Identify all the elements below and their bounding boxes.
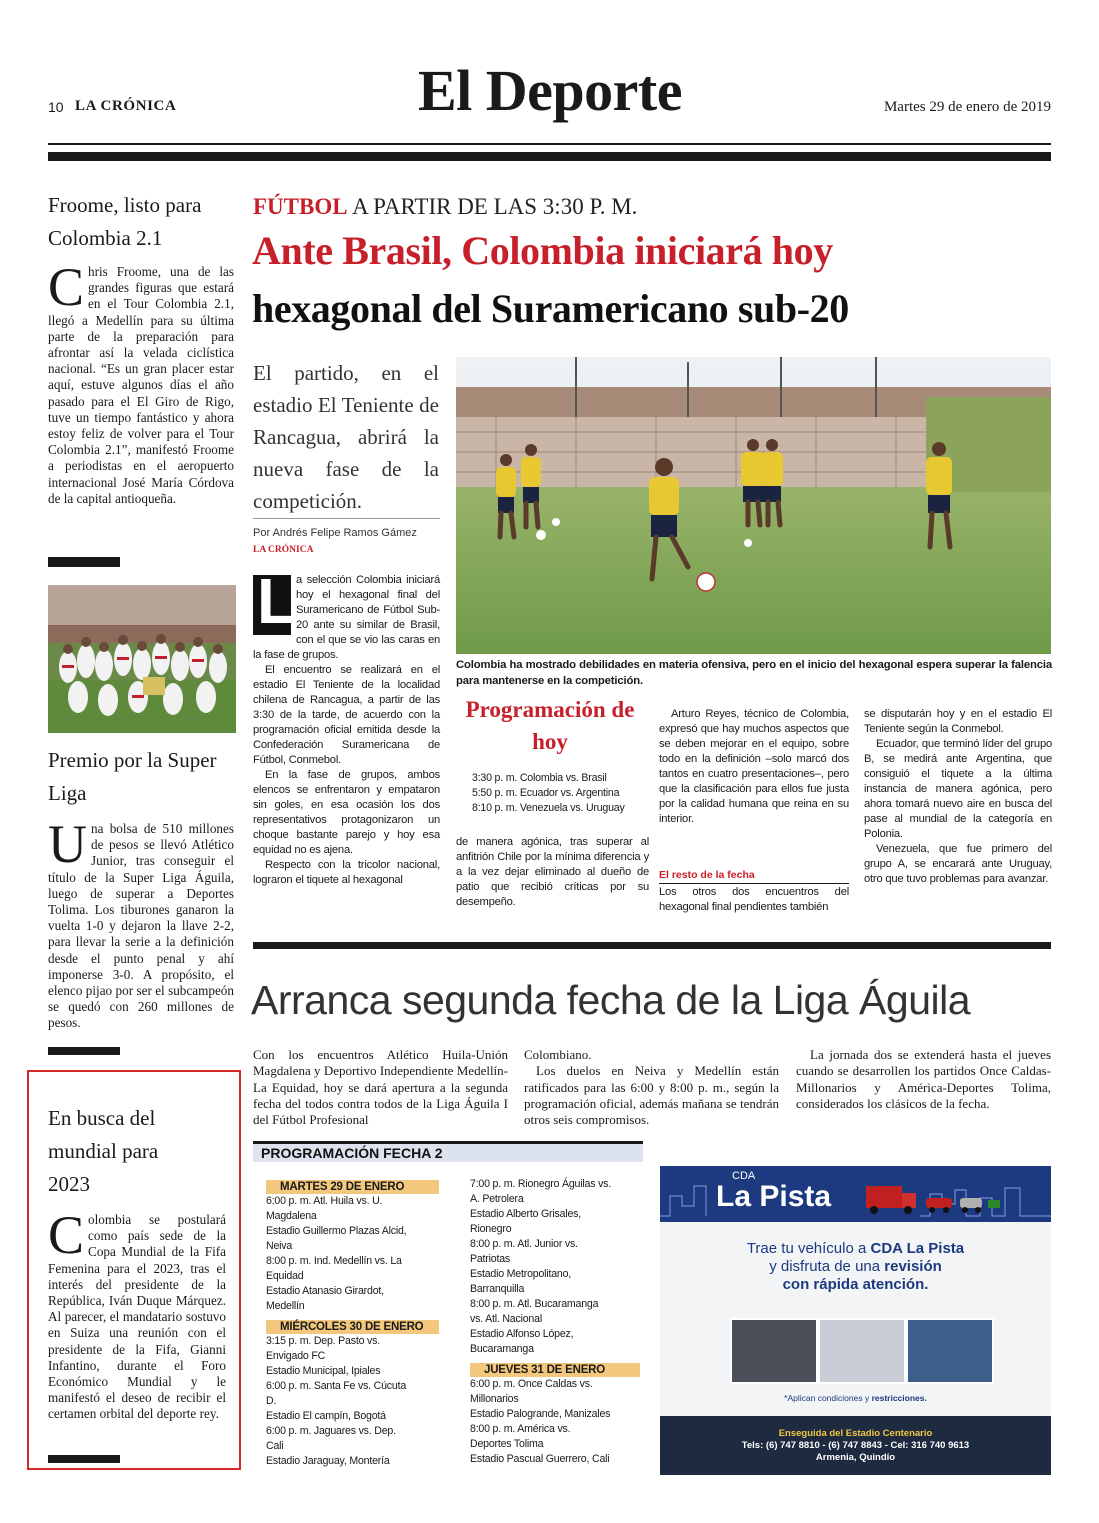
match-line: Magdalena: [266, 1210, 317, 1222]
kicker-label: FÚTBOL: [253, 194, 348, 219]
fecha-col-left: [266, 1175, 441, 1469]
match-line: 6:00 p. m. Santa Fe vs. Cúcuta: [266, 1380, 407, 1392]
headline-red: Ante Brasil, Colombia iniciará hoy: [252, 228, 833, 273]
match-line: Millonarios: [470, 1393, 519, 1405]
training-photo: [456, 357, 1051, 654]
match-line: Medellín: [266, 1300, 305, 1312]
ad-footer-line1: Enseguida del Estadio Centenario: [778, 1428, 933, 1439]
liga-headline: Arranca segunda fecha de la Liga Águila: [251, 977, 971, 1023]
froome-article: [48, 257, 234, 507]
byline: Por Andrés Felipe Ramos Gámez: [253, 527, 417, 539]
match-line: 8:00 p. m. Atl. Junior vs.: [470, 1238, 578, 1250]
mundial-dropcap: C: [48, 1205, 85, 1265]
match-line: Rionegro: [470, 1223, 512, 1235]
photo-caption: Colombia ha mostrado debilidades en materia ofensiva, pero en el inicio del hexagonal espera superar la falencia para mantenerse en la competición.: [456, 659, 1052, 687]
match-line: Barranquilla: [470, 1283, 525, 1295]
day-list: [470, 1177, 645, 1357]
main-p3: En la fase de grupos, ambos elencos se enfrentaron y empataron sin goles, en esa ocasión los dos representativos protagonizaron un choque bastante parejo y hoy esa equidad no es ajena.: [253, 769, 440, 856]
match-line: 8:00 p. m. América vs.: [470, 1423, 571, 1435]
team-celebration-photo: [48, 585, 236, 733]
day-label: MARTES 29 DE ENERO: [266, 1180, 439, 1194]
ad-photo-2: [818, 1318, 906, 1384]
header-rule-thick: [48, 152, 1051, 161]
match-line: 6:00 p. m. Once Caldas vs.: [470, 1378, 593, 1390]
header-rule-thin: [48, 143, 1051, 145]
main-col4-p2: Ecuador, que terminó líder del grupo B, se medirá ante Argentina, que consiguió el tiquete a la última instancia de manera agónica, pero ahora tomará nuevo aire en busca del pase al mundial de la categoría en Polonia.: [864, 738, 1052, 840]
liga-col1: Con los encuentros Atlético Huila-Unión Magdalena y Deportivo Independiente Medellín-La Equidad, hoy se dará apertura a la segunda fecha del todos contra todos de la Liga Águila I del Fútbol Profesional: [253, 1047, 508, 1128]
match-line: Neiva: [266, 1240, 293, 1252]
headline-black: hexagonal del Suramericano sub-20: [252, 286, 849, 331]
ad-line1: Trae tu vehículo a CDA La Pista: [746, 1240, 965, 1257]
byline-source: LA CRÓNICA: [253, 545, 314, 555]
col3-subhead: El resto de la fecha: [659, 869, 755, 881]
day-list: [266, 1194, 441, 1314]
deck-rule: [253, 518, 440, 519]
schedule-item: 8:10 p. m. Venezuela vs. Uruguay: [472, 802, 625, 814]
liga-col3: La jornada dos se extenderá hasta el jueves cuando se desarrollen los partidos Once Caldas-Millonarios y América-Deportes Tolima, considerados los clásicos de la fecha.: [796, 1047, 1051, 1111]
match-line: vs. Atl. Nacional: [470, 1313, 542, 1325]
issue-date: Martes 29 de enero de 2019: [883, 99, 1051, 115]
programacion-header: [253, 1141, 643, 1162]
subhead-rule: [659, 883, 849, 884]
section-rule: [253, 942, 1051, 949]
match-line: 8:00 p. m. Ind. Medellín vs. La: [266, 1255, 402, 1267]
publication-name: LA CRÓNICA: [75, 98, 177, 114]
mundial-title: En busca del mundial para 2023: [48, 1106, 159, 1196]
match-line: Estadio Palogrande, Manizales: [470, 1408, 611, 1420]
ad-footer: [660, 1416, 1051, 1475]
froome-dropcap: C: [48, 257, 85, 317]
schedule-item: 3:30 p. m. Colombia vs. Brasil: [472, 772, 607, 784]
main-col4-p1: se disputarán hoy y en el estadio El Teniente según la Conmebol.: [864, 708, 1052, 735]
match-line: Estadio Metropolitano,: [470, 1268, 572, 1280]
premio-dropcap: U: [48, 814, 87, 874]
match-line: Cali: [266, 1440, 284, 1452]
match-line: 7:00 p. m. Rionegro Águilas vs.: [470, 1178, 612, 1190]
premio-article: [48, 814, 234, 1032]
froome-body: hris Froome, una de las grandes figuras que estará en el Tour Colombia 2.1, llegó a Medellín para su última parte de la preparación para afrontar así la velada ciclística nacional. “Es un gran placer estar aquí, estuve algunos días el año pasado para el El Giro de Rigo, tuve un tiempo fantástico y ahora estoy feliz de volver para el Tour Colombia 2.1”, manifestó Froome a periodistas en el aeropuerto internacional José María Córdova de la capital antioqueña.: [48, 264, 234, 506]
day-label: JUEVES 31 DE ENERO: [470, 1363, 640, 1377]
match-line: Estadio Atanasio Girardot,: [266, 1285, 384, 1297]
ad-footer-line3: Armenia, Quindío: [815, 1452, 896, 1463]
main-kicker: [253, 192, 637, 222]
premio-body: na bolsa de 510 millones de pesos se llevó Atlético Junior, tras conseguir el título de la Super Liga Águila, luego de superar a Deportes Tolima. Los tiburones ganaron la vuelta 1-0 y dejaron la llave 2-2, para llevar la serie a la definición desde el punto penal y ahí imponerse 3-0. A propósito, el elenco pijao por ser el subcampeón se quedó con 260 millones de pesos.: [48, 821, 234, 1031]
match-line: Estadio Alfonso López,: [470, 1328, 574, 1340]
froome-title: Froome, listo para Colombia 2.1: [48, 193, 202, 250]
main-col3: [659, 707, 849, 827]
programacion-title: PROGRAMACIÓN FECHA 2: [261, 1145, 443, 1161]
day-label: MIÉRCOLES 30 DE ENERO: [266, 1320, 439, 1334]
story-deck: El partido, en el estadio El Teniente de Rancagua, abrirá la nueva fase de la competición.: [253, 361, 439, 513]
match-line: Estadio Guillermo Plazas Alcid,: [266, 1225, 407, 1237]
fecha-col-right: [470, 1177, 645, 1467]
match-line: Patriotas: [470, 1253, 511, 1265]
sidebar-divider-3: [48, 1455, 120, 1463]
match-line: 8:00 p. m. Atl. Bucaramanga: [470, 1298, 599, 1310]
liga-col2-p2: Los duelos en Neiva y Medellín están ratificados para las 6:00 y 8:00 p. m., según la programación oficial, además mañana se tendrán otros seis compromisos.: [524, 1063, 779, 1128]
schedule-title: Programación de hoy: [465, 697, 635, 754]
ad-brand: La Pista: [716, 1180, 832, 1213]
match-line: Estadio El campín, Bogotá: [266, 1410, 386, 1422]
cda-la-pista-ad: [660, 1166, 1051, 1475]
match-line: Bucaramanga: [470, 1343, 534, 1355]
match-line: 3:15 p. m. Dep. Pasto vs.: [266, 1335, 380, 1347]
main-col3-p2: Los otros dos encuentros del hexagonal final pendientes también: [659, 886, 849, 913]
mundial-article: [48, 1205, 226, 1423]
ad-photo-3: [906, 1318, 994, 1384]
ad-photo-1: [730, 1318, 818, 1384]
match-line: D.: [266, 1395, 277, 1407]
main-col2: de manera agónica, tras superar al anfitrión Chile por la mínima diferencia y a la vez dejar eliminado al dueño de patio que recibió críticas por su desempeño.: [456, 836, 649, 908]
match-line: Estadio Alberto Grisales,: [470, 1208, 581, 1220]
schedule-list: [472, 771, 642, 816]
main-col4: [864, 707, 1052, 887]
ad-brand-small: CDA: [732, 1170, 756, 1182]
sidebar-divider-1: [48, 557, 120, 567]
liga-col2-p1: Colombiano.: [524, 1047, 592, 1062]
match-line: 6:00 p. m. Atl. Huila vs. U.: [266, 1195, 383, 1207]
day-list: [266, 1334, 441, 1469]
schedule-item: 5:50 p. m. Ecuador vs. Argentina: [472, 787, 620, 799]
ad-note: *Aplican condiciones y restricciones.: [784, 1393, 927, 1403]
section-title: El Deporte: [418, 58, 682, 123]
kicker-time: A PARTIR DE LAS 3:30 P. M.: [352, 194, 638, 219]
main-col3-p1: Arturo Reyes, técnico de Colombia, expresó que hay muchos aspectos que se deben mejorar en el equipo, sobre todo en la definición –solo marcó dos tantos en cuatro presentaciones–, pero que la clasificación para ellos fue justa por la calidad humana que reina en su interior.: [659, 708, 849, 825]
page-number: 10: [48, 99, 64, 115]
match-line: Envigado FC: [266, 1350, 326, 1362]
match-line: Equidad: [266, 1270, 304, 1282]
day-list: [470, 1377, 645, 1467]
match-line: Estadio Pascual Guerrero, Cali: [470, 1453, 610, 1465]
ad-line2: y disfruta de una revisión: [769, 1258, 942, 1275]
match-line: A. Petrolera: [470, 1193, 524, 1205]
match-line: Estadio Municipal, Ipiales: [266, 1365, 381, 1377]
main-p4: Respecto con la tricolor nacional, lograron el tiquete al hexagonal: [253, 859, 440, 886]
ad-banner: [660, 1166, 1051, 1222]
match-line: 6:00 p. m. Jaguares vs. Dep.: [266, 1425, 396, 1437]
sidebar-divider-2: [48, 1047, 120, 1055]
match-line: Deportes Tolima: [470, 1438, 544, 1450]
main-col1: [253, 565, 440, 888]
match-line: Estadio Jaraguay, Montería: [266, 1455, 390, 1467]
main-p2: El encuentro se realizará en el estadio El Teniente de la localidad chilena de Rancagua, a partir de las 3:30 de la tarde, de acuerdo con la programación oficial emitida desde la Confederación Suramericana de Fútbol, Conmebol.: [253, 664, 440, 766]
mundial-body: olombia se postulará como país sede de la Copa Mundial de la Fifa Femenina para el 2023, tras el interés del presidente de la República, Iván Duque Márquez. Al parecer, el mandatario sostuvo en Suiza una reunión con el presidente de la Fifa, Gianni Infantino, durante el Foro Económico Mundial y le manifestó el deseo de recibir el certamen orbital del deporte rey.: [48, 1212, 226, 1422]
main-col4-p3: Venezuela, que fue primero del grupo A, se encarará ante Uruguay, otro que tuvo problemas para avanzar.: [864, 843, 1052, 885]
ad-footer-line2: Tels: (6) 747 8810 - (6) 747 8843 - Cel: 316 740 9613: [741, 1440, 970, 1451]
liga-col2: [524, 1047, 779, 1128]
main-dropcap: L: [253, 575, 291, 635]
ad-line3: con rápida atención.: [782, 1276, 929, 1293]
main-lead: a selección Colombia iniciará hoy el hexagonal final del Suramericano de Fútbol Sub-20 ante su similar de Brasil, con el que se vio las caras en la fase de grupos.: [253, 574, 440, 661]
premio-title: Premio por la Super Liga: [48, 748, 217, 805]
